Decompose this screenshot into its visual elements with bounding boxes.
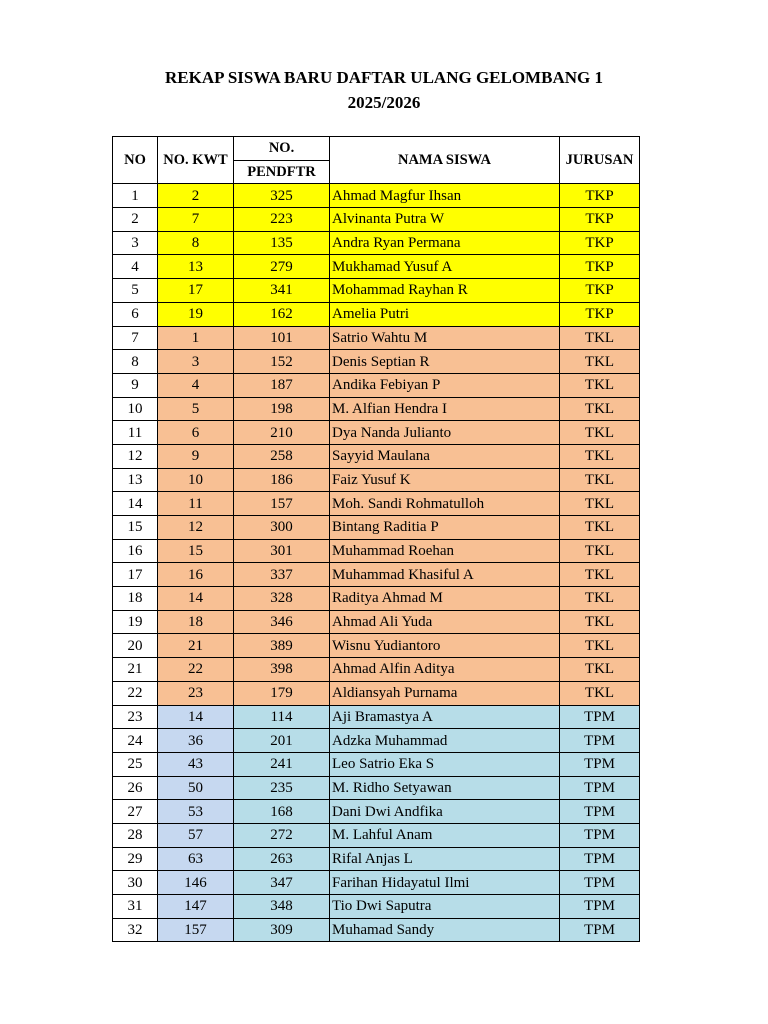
cell-nama-siswa: Rifal Anjas L	[330, 847, 560, 871]
table-row	[113, 705, 640, 729]
cell-nama-siswa: Amelia Putri	[330, 302, 560, 326]
cell-no-kwt: 1	[158, 326, 234, 350]
cell-no: 1	[113, 184, 158, 208]
cell-no-kwt: 57	[158, 823, 234, 847]
cell-nama-siswa: M. Lahful Anam	[330, 823, 560, 847]
cell-nama-siswa: Leo Satrio Eka S	[330, 752, 560, 776]
cell-no: 13	[113, 468, 158, 492]
table-row	[113, 847, 640, 871]
table-row	[113, 918, 640, 942]
cell-nama-siswa: Aldiansyah Purnama	[330, 681, 560, 705]
cell-no: 26	[113, 776, 158, 800]
table-row	[113, 350, 640, 374]
cell-no-kwt: 17	[158, 279, 234, 303]
cell-no-kwt: 13	[158, 255, 234, 279]
cell-no-kwt: 36	[158, 729, 234, 753]
table-row	[113, 895, 640, 919]
table-row	[113, 184, 640, 208]
cell-no-pendftr: 279	[234, 255, 330, 279]
cell-no-pendftr: 152	[234, 350, 330, 374]
table-row	[113, 326, 640, 350]
cell-no-pendftr: 341	[234, 279, 330, 303]
cell-no: 30	[113, 871, 158, 895]
cell-no-pendftr: 258	[234, 444, 330, 468]
cell-no-kwt: 4	[158, 373, 234, 397]
cell-jurusan: TKL	[560, 326, 640, 350]
table-row	[113, 444, 640, 468]
cell-no-pendftr: 210	[234, 421, 330, 445]
cell-no-kwt: 18	[158, 610, 234, 634]
cell-no: 28	[113, 823, 158, 847]
cell-no: 10	[113, 397, 158, 421]
cell-no-kwt: 12	[158, 516, 234, 540]
cell-no: 16	[113, 539, 158, 563]
cell-nama-siswa: Ahmad Alfin Aditya	[330, 658, 560, 682]
cell-no-kwt: 50	[158, 776, 234, 800]
cell-jurusan: TKP	[560, 255, 640, 279]
cell-nama-siswa: Farihan Hidayatul Ilmi	[330, 871, 560, 895]
cell-nama-siswa: Andra Ryan Permana	[330, 231, 560, 255]
cell-no: 11	[113, 421, 158, 445]
cell-no-pendftr: 300	[234, 516, 330, 540]
cell-no: 22	[113, 681, 158, 705]
cell-no: 19	[113, 610, 158, 634]
cell-no-kwt: 15	[158, 539, 234, 563]
cell-jurusan: TKP	[560, 302, 640, 326]
cell-no-kwt: 147	[158, 895, 234, 919]
cell-no-pendftr: 398	[234, 658, 330, 682]
cell-jurusan: TPM	[560, 918, 640, 942]
cell-no-kwt: 43	[158, 752, 234, 776]
cell-no: 32	[113, 918, 158, 942]
cell-no-kwt: 14	[158, 587, 234, 611]
cell-nama-siswa: Mukhamad Yusuf A	[330, 255, 560, 279]
cell-no: 29	[113, 847, 158, 871]
table-row	[113, 610, 640, 634]
cell-jurusan: TKL	[560, 563, 640, 587]
cell-no: 7	[113, 326, 158, 350]
cell-no-pendftr: 348	[234, 895, 330, 919]
cell-jurusan: TKL	[560, 681, 640, 705]
table-row	[113, 516, 640, 540]
cell-nama-siswa: Satrio Wahtu M	[330, 326, 560, 350]
cell-jurusan: TKL	[560, 421, 640, 445]
cell-jurusan: TPM	[560, 847, 640, 871]
cell-no-pendftr: 162	[234, 302, 330, 326]
cell-no-pendftr: 263	[234, 847, 330, 871]
cell-no-kwt: 2	[158, 184, 234, 208]
cell-no: 20	[113, 634, 158, 658]
table-row	[113, 302, 640, 326]
table-row	[113, 492, 640, 516]
cell-no-kwt: 146	[158, 871, 234, 895]
cell-no: 23	[113, 705, 158, 729]
cell-no-pendftr: 101	[234, 326, 330, 350]
table-row	[113, 397, 640, 421]
cell-no: 17	[113, 563, 158, 587]
cell-no-kwt: 22	[158, 658, 234, 682]
cell-no-pendftr: 272	[234, 823, 330, 847]
cell-no-pendftr: 168	[234, 800, 330, 824]
cell-nama-siswa: Muhammad Roehan	[330, 539, 560, 563]
table-row	[113, 231, 640, 255]
cell-no-kwt: 23	[158, 681, 234, 705]
cell-nama-siswa: Raditya Ahmad M	[330, 587, 560, 611]
cell-no-kwt: 53	[158, 800, 234, 824]
cell-jurusan: TPM	[560, 776, 640, 800]
table-row	[113, 776, 640, 800]
table-row	[113, 255, 640, 279]
cell-nama-siswa: M. Ridho Setyawan	[330, 776, 560, 800]
cell-nama-siswa: Wisnu Yudiantoro	[330, 634, 560, 658]
cell-no-pendftr: 157	[234, 492, 330, 516]
document-subtitle-year: 2025/2026	[347, 93, 421, 112]
cell-nama-siswa: M. Alfian Hendra I	[330, 397, 560, 421]
cell-no: 24	[113, 729, 158, 753]
cell-nama-siswa: Ahmad Magfur Ihsan	[330, 184, 560, 208]
cell-jurusan: TKL	[560, 444, 640, 468]
document-title: REKAP SISWA BARU DAFTAR ULANG GELOMBANG 1	[165, 68, 603, 87]
cell-jurusan: TPM	[560, 752, 640, 776]
cell-no-kwt: 157	[158, 918, 234, 942]
cell-no-pendftr: 198	[234, 397, 330, 421]
cell-jurusan: TKL	[560, 634, 640, 658]
table-row	[113, 658, 640, 682]
cell-jurusan: TKL	[560, 492, 640, 516]
cell-no-pendftr: 301	[234, 539, 330, 563]
cell-no-pendftr: 337	[234, 563, 330, 587]
table-row	[113, 823, 640, 847]
table-row	[113, 373, 640, 397]
cell-no-pendftr: 325	[234, 184, 330, 208]
cell-no: 4	[113, 255, 158, 279]
cell-jurusan: TPM	[560, 800, 640, 824]
table-row	[113, 208, 640, 232]
cell-no-kwt: 9	[158, 444, 234, 468]
header-jurusan: JURUSAN	[560, 137, 640, 184]
cell-jurusan: TKP	[560, 279, 640, 303]
cell-no: 27	[113, 800, 158, 824]
cell-no-kwt: 11	[158, 492, 234, 516]
cell-jurusan: TPM	[560, 871, 640, 895]
cell-no-kwt: 19	[158, 302, 234, 326]
table-body	[113, 184, 640, 942]
cell-no-pendftr: 223	[234, 208, 330, 232]
cell-no: 25	[113, 752, 158, 776]
cell-no-pendftr: 346	[234, 610, 330, 634]
cell-no-pendftr: 241	[234, 752, 330, 776]
cell-jurusan: TPM	[560, 823, 640, 847]
cell-no-pendftr: 309	[234, 918, 330, 942]
cell-jurusan: TKP	[560, 184, 640, 208]
table-row	[113, 752, 640, 776]
cell-no-kwt: 6	[158, 421, 234, 445]
table-row	[113, 634, 640, 658]
student-recap-table	[112, 136, 640, 942]
cell-no-kwt: 10	[158, 468, 234, 492]
table-row	[113, 539, 640, 563]
cell-jurusan: TKL	[560, 397, 640, 421]
cell-no: 9	[113, 373, 158, 397]
cell-nama-siswa: Bintang Raditia P	[330, 516, 560, 540]
cell-nama-siswa: Dani Dwi Andfika	[330, 800, 560, 824]
cell-jurusan: TKL	[560, 587, 640, 611]
cell-jurusan: TKL	[560, 468, 640, 492]
cell-jurusan: TKL	[560, 350, 640, 374]
cell-no-pendftr: 347	[234, 871, 330, 895]
cell-no-pendftr: 186	[234, 468, 330, 492]
cell-no-pendftr: 201	[234, 729, 330, 753]
cell-nama-siswa: Adzka Muhammad	[330, 729, 560, 753]
cell-no-kwt: 8	[158, 231, 234, 255]
cell-no-kwt: 63	[158, 847, 234, 871]
cell-nama-siswa: Dya Nanda Julianto	[330, 421, 560, 445]
cell-jurusan: TKL	[560, 373, 640, 397]
table-header	[113, 137, 640, 184]
cell-nama-siswa: Muhamad Sandy	[330, 918, 560, 942]
cell-nama-siswa: Andika Febiyan P	[330, 373, 560, 397]
cell-no-pendftr: 114	[234, 705, 330, 729]
cell-nama-siswa: Ahmad Ali Yuda	[330, 610, 560, 634]
table-row	[113, 729, 640, 753]
table-row	[113, 871, 640, 895]
cell-no: 8	[113, 350, 158, 374]
table-row	[113, 563, 640, 587]
cell-nama-siswa: Aji Bramastya A	[330, 705, 560, 729]
table-row	[113, 587, 640, 611]
cell-no-pendftr: 235	[234, 776, 330, 800]
table-row	[113, 279, 640, 303]
cell-no-kwt: 14	[158, 705, 234, 729]
cell-no-pendftr: 135	[234, 231, 330, 255]
cell-jurusan: TKP	[560, 231, 640, 255]
cell-jurusan: TKL	[560, 539, 640, 563]
cell-jurusan: TPM	[560, 895, 640, 919]
cell-nama-siswa: Denis Septian R	[330, 350, 560, 374]
table-row	[113, 421, 640, 445]
cell-no-pendftr: 179	[234, 681, 330, 705]
cell-no-pendftr: 389	[234, 634, 330, 658]
cell-no: 5	[113, 279, 158, 303]
cell-nama-siswa: Alvinanta Putra W	[330, 208, 560, 232]
cell-no-kwt: 3	[158, 350, 234, 374]
cell-no-kwt: 5	[158, 397, 234, 421]
cell-nama-siswa: Tio Dwi Saputra	[330, 895, 560, 919]
cell-no-pendftr: 328	[234, 587, 330, 611]
cell-no: 18	[113, 587, 158, 611]
cell-jurusan: TKL	[560, 658, 640, 682]
cell-no: 12	[113, 444, 158, 468]
cell-jurusan: TKP	[560, 208, 640, 232]
cell-no: 31	[113, 895, 158, 919]
cell-no: 2	[113, 208, 158, 232]
cell-no-kwt: 7	[158, 208, 234, 232]
header-no-pendftr-bottom: PENDFTR	[234, 160, 330, 184]
header-nama-siswa: NAMA SISWA	[330, 137, 560, 184]
cell-nama-siswa: Faiz Yusuf K	[330, 468, 560, 492]
cell-no-pendftr: 187	[234, 373, 330, 397]
header-no-kwt: NO. KWT	[158, 137, 234, 184]
cell-jurusan: TKL	[560, 610, 640, 634]
cell-nama-siswa: Sayyid Maulana	[330, 444, 560, 468]
cell-no: 6	[113, 302, 158, 326]
cell-no: 3	[113, 231, 158, 255]
cell-jurusan: TKL	[560, 516, 640, 540]
cell-nama-siswa: Mohammad Rayhan R	[330, 279, 560, 303]
header-no-pendftr-top: NO.	[234, 137, 330, 161]
table-row	[113, 468, 640, 492]
cell-no: 15	[113, 516, 158, 540]
header-no: NO	[113, 137, 158, 184]
cell-no-kwt: 16	[158, 563, 234, 587]
cell-nama-siswa: Moh. Sandi Rohmatulloh	[330, 492, 560, 516]
cell-nama-siswa: Muhammad Khasiful A	[330, 563, 560, 587]
table-row	[113, 681, 640, 705]
cell-no: 21	[113, 658, 158, 682]
table-row	[113, 800, 640, 824]
cell-jurusan: TPM	[560, 729, 640, 753]
cell-no-kwt: 21	[158, 634, 234, 658]
cell-no: 14	[113, 492, 158, 516]
cell-jurusan: TPM	[560, 705, 640, 729]
